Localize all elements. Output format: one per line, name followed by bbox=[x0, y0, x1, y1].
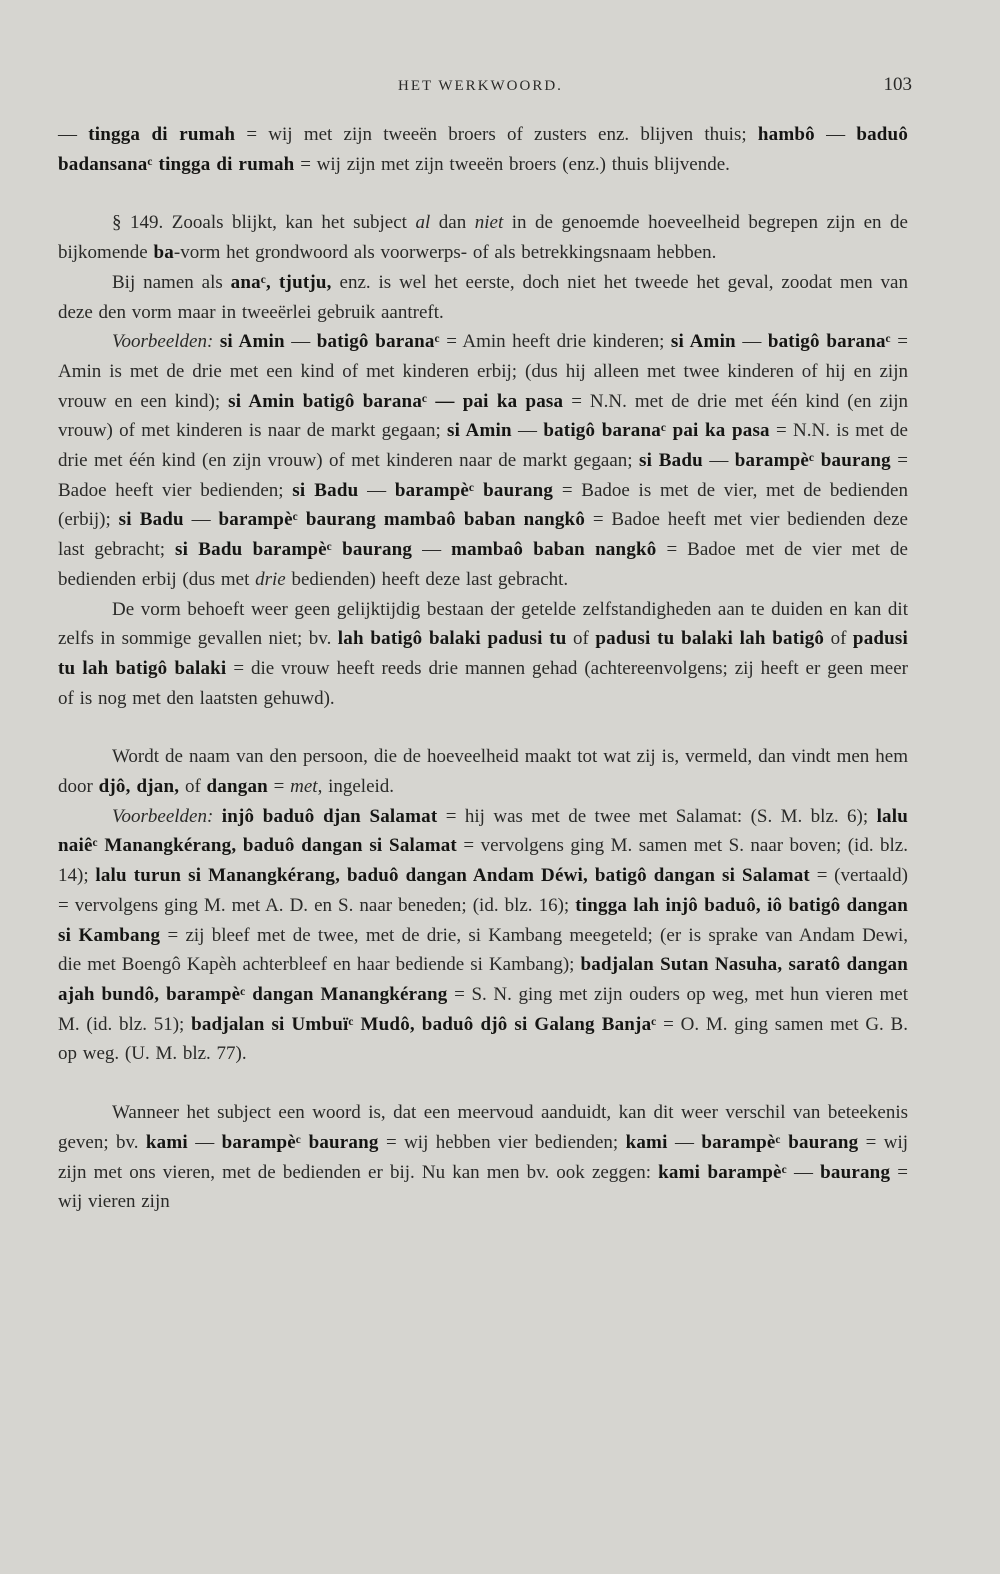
text-run: = S. N. ging met zijn ouders op weg, met hun vieren met M. (id. blz. 51); bbox=[58, 983, 909, 1035]
malay-term: lah batigô balaki padusi tu bbox=[337, 628, 567, 650]
malay-term: kami barampèᶜ bbox=[658, 1161, 787, 1183]
text-run: = wij zijn met zijn tweeën broers (enz.) thuis blijvende. bbox=[294, 153, 730, 175]
text-run: = vervolgens ging M. samen met S. naar boven; (id. blz. 14); bbox=[58, 835, 908, 887]
malay-term: dangan bbox=[206, 776, 268, 798]
text-run: = wij vieren zijn bbox=[58, 1161, 909, 1213]
malay-term: si Amin batigô baranaᶜ — pai ka pasa bbox=[228, 390, 564, 412]
malay-term: badjalan Sutan Nasuha, saratô dangan ajah bundô, barampèᶜ dangan Manangkérang bbox=[58, 954, 909, 1005]
paragraph bbox=[58, 1098, 908, 1217]
text-run: = die vrouw heeft reeds drie mannen gehad (achtereenvolgens; zij heeft er geen meer of is nog met den laatsten gehuwd). bbox=[58, 657, 908, 709]
paragraph bbox=[58, 120, 908, 179]
italic-text: al bbox=[415, 212, 431, 234]
malay-term: batigô baranaᶜ bbox=[316, 331, 440, 353]
italic-text: met bbox=[290, 776, 318, 798]
paragraph bbox=[58, 327, 908, 594]
text-run: = O. M. ging samen met G. B. op weg. (U. M. blz. 77). bbox=[58, 1013, 908, 1065]
text-run: Wanneer het subject een woord is, dat een meervoud aanduidt, kan dit weer verschil van beteekenis geven; bv. bbox=[58, 1102, 908, 1153]
text-run: — bbox=[511, 420, 544, 442]
text-run: — bbox=[58, 124, 89, 145]
malay-term: si Badu bbox=[639, 450, 703, 472]
text-run: Wordt de naam van den persoon, die de hoeveelheid maakt tot wat zij is, vermeld, dan vindt men hem door bbox=[58, 746, 908, 798]
text-run: — bbox=[735, 331, 768, 353]
text-run: = bbox=[267, 776, 291, 798]
text-run: = Badoe is met de vier, met de bedienden (erbij); bbox=[58, 479, 908, 531]
malay-term: tingga di rumah bbox=[88, 124, 236, 145]
malay-term: si Amin bbox=[670, 331, 736, 353]
malay-term: kami bbox=[145, 1131, 188, 1153]
malay-term: barampèᶜ baurang bbox=[701, 1131, 859, 1153]
text-run: = Amin heeft drie kinderen; bbox=[439, 331, 671, 353]
text-run: = (vertaald) = vervolgens ging M. met A. D. en S. naar beneden; (id. blz. 16); bbox=[58, 865, 909, 916]
page-body bbox=[58, 120, 908, 1217]
malay-term: si Amin bbox=[447, 420, 512, 442]
paragraph bbox=[58, 595, 908, 714]
malay-term: tingga lah injô baduô, iô batigô dangan si Kambang bbox=[58, 894, 908, 946]
text-run: — bbox=[786, 1161, 821, 1183]
malay-term: si Badu bbox=[118, 509, 184, 531]
malay-term: anaᶜ, tjutju, bbox=[230, 271, 332, 293]
text-run: — bbox=[412, 539, 452, 561]
paragraph bbox=[58, 208, 908, 267]
italic-text: Voorbeelden: bbox=[112, 805, 214, 827]
italic-text: niet bbox=[474, 212, 504, 234]
malay-term: kami bbox=[625, 1131, 668, 1153]
text-run: = zij bleef met de twee, met de drie, si Kambang meegeteld; (er is sprake van Andam Dewi, die met Boengô Kapèh achterbleef en haar bediende si Kambang); bbox=[58, 924, 908, 976]
page-number: 103 bbox=[883, 74, 912, 95]
paragraph bbox=[58, 802, 908, 1069]
malay-term: barampèᶜ baurang bbox=[394, 479, 554, 501]
text-run: = wij met zijn tweeën broers of zusters enz. blijven thuis; bbox=[235, 124, 758, 145]
malay-term: injô baduô djan Salamat bbox=[221, 805, 438, 827]
text-run: = N.N. is met de drie met één kind (en zijn vrouw) of met kinderen naar de markt gegaan; bbox=[58, 420, 908, 472]
text-run: — bbox=[358, 479, 395, 501]
text-run: = Amin is met de drie met een kind of met kinderen erbij; (dus hij alleen met twee kinderen of hij en zijn vrouw en een kind); bbox=[58, 331, 909, 412]
malay-term: ba bbox=[153, 242, 174, 264]
malay-term: padusi tu balaki lah batigô bbox=[595, 628, 825, 650]
text-run: = N.N. met de drie met één kind (en zijn vrouw) of met kinderen is naar de markt gegaan; bbox=[58, 390, 908, 442]
text-run: , ingeleid. bbox=[317, 776, 395, 798]
text-run: of bbox=[824, 628, 853, 650]
text-run: dan bbox=[430, 212, 475, 234]
text-run: — bbox=[814, 124, 857, 145]
malay-term: batigô baranaᶜ pai ka pasa bbox=[543, 420, 770, 442]
malay-term: baduô badansanaᶜ tingga di rumah bbox=[58, 124, 909, 175]
text-run: De vorm behoeft weer geen gelijktijdig bestaan der getelde zelfstandigheden aan te duiden en kan dit zelfs in sommige gevallen niet; bv. bbox=[58, 598, 908, 650]
malay-term: si Badu bbox=[292, 479, 359, 501]
malay-term: batigô baranaᶜ bbox=[767, 331, 891, 353]
text-run: § 149. Zooals blijkt, kan het subject bbox=[112, 212, 416, 234]
italic-text: drie bbox=[255, 568, 286, 590]
text-run: = hij was met de twee met Salamat: (S. M. blz. 6); bbox=[437, 805, 877, 827]
malay-term: mambaô baban nangkô bbox=[451, 539, 657, 561]
malay-term: si Badu barampèᶜ baurang bbox=[175, 539, 413, 561]
text-run: — bbox=[667, 1131, 702, 1153]
malay-term: hambô bbox=[757, 124, 815, 145]
malay-term: si Amin bbox=[219, 331, 285, 353]
text-run: of bbox=[566, 628, 596, 650]
text-run: Bij namen als bbox=[112, 271, 231, 293]
text-run: = Badoe heeft met vier bedienden deze last gebracht; bbox=[58, 509, 908, 561]
chapter-title: HET WERKWOORD. bbox=[398, 78, 563, 94]
text-run: = wij zijn met ons vieren, met de bedienden er bij. Nu kan men bv. ook zeggen: bbox=[58, 1131, 909, 1183]
malay-term: barampèᶜ baurang bbox=[734, 450, 891, 472]
text-run: — bbox=[183, 509, 219, 531]
malay-term: padusi tu lah batigô balaki bbox=[58, 628, 908, 679]
italic-text: Voorbeelden: bbox=[112, 331, 214, 353]
text-run: — bbox=[702, 450, 735, 472]
paragraph bbox=[58, 742, 908, 801]
text-run: bedienden) heeft deze last gebracht. bbox=[285, 568, 569, 590]
text-run bbox=[213, 806, 221, 827]
text-run: -vorm het grondwoord als voorwerps- of als betrekkingsnaam hebben. bbox=[173, 242, 717, 264]
malay-term: barampèᶜ baurang bbox=[221, 1131, 379, 1153]
text-run: = Badoe heeft vier bedienden; bbox=[58, 450, 909, 501]
text-run: in de genoemde hoeveelheid begrepen zijn en de bijkomende bbox=[58, 212, 908, 264]
malay-term: lalu turun si Manangkérang, baduô dangan Andam Déwi, batigô dangan si Salamat bbox=[95, 865, 810, 887]
paragraph bbox=[58, 268, 908, 327]
malay-term: baurang bbox=[820, 1161, 891, 1183]
text-run: = Badoe met de vier met de bedienden erbij (dus met bbox=[58, 539, 908, 590]
running-header bbox=[58, 70, 912, 100]
malay-term: badjalan si Umbuïᶜ Mudô, baduô djô si Galang Banjaᶜ bbox=[191, 1013, 657, 1035]
text-run: — bbox=[284, 331, 317, 353]
text-run: — bbox=[187, 1131, 222, 1153]
malay-term: djô, djan, bbox=[98, 776, 180, 798]
text-run: enz. is wel het eerste, doch niet het tweede het geval, zoodat men van deze den vorm maar in tweeërlei gebruik aantreft. bbox=[58, 271, 908, 323]
text-run: of bbox=[179, 776, 207, 798]
malay-term: barampèᶜ baurang mambaô baban nangkô bbox=[218, 509, 586, 531]
text-run: = wij hebben vier bedienden; bbox=[378, 1131, 626, 1153]
malay-term: lalu naiêᶜ Manangkérang, baduô dangan si Salamat bbox=[58, 805, 908, 857]
